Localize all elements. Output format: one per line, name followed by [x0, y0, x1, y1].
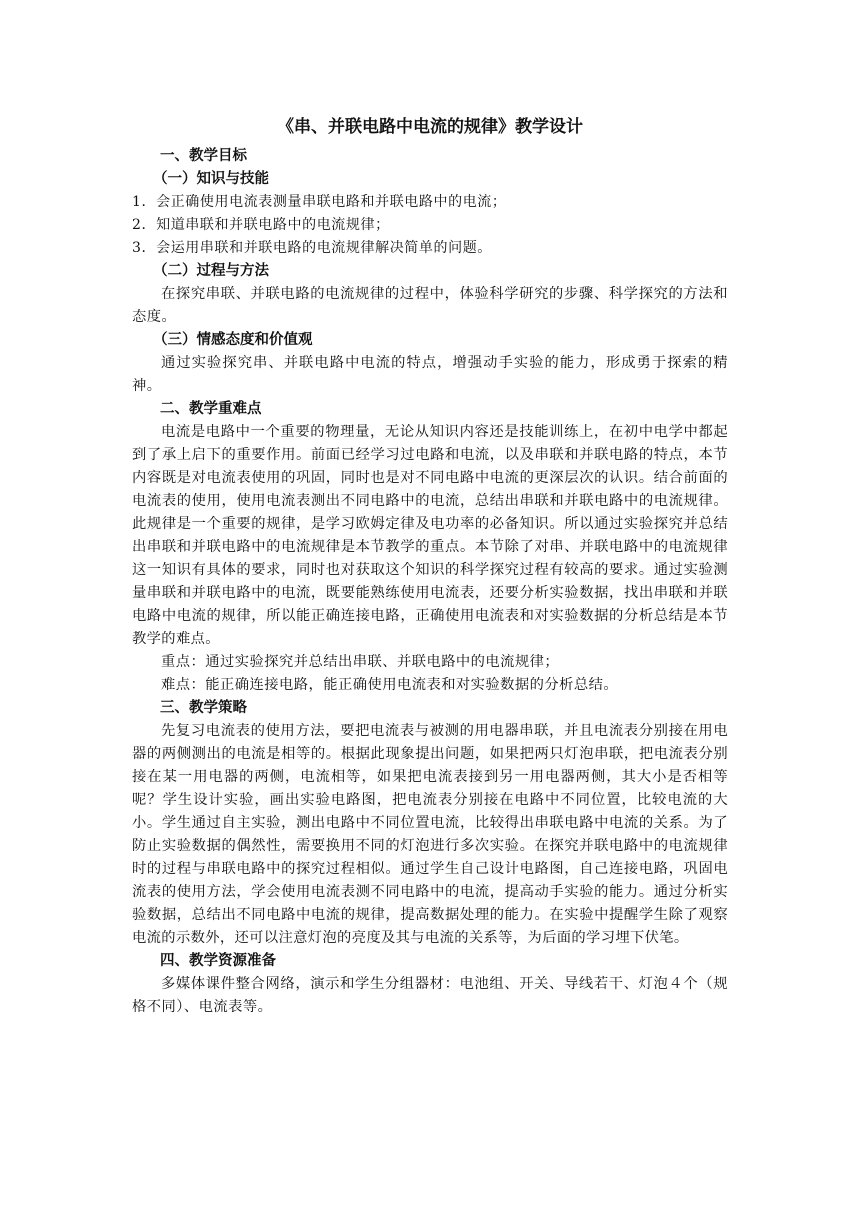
subheading-process-method: （二）过程与方法: [153, 263, 269, 279]
section-heading-strategy: 三、教学策略: [160, 700, 247, 716]
paragraph-key-point: 重点：通过实验探究并总结出串联、并联电路中的电流规律；: [161, 654, 560, 670]
list-item: 2．知道串联和并联电路中的电流规律；: [132, 217, 390, 233]
paragraph-strategy: 先复习电流表的使用方法，要把电流表与被测的用电器串联，并且电流表分别接在用电器的两侧测出的电流是相等的。根据此现象提出问题，如果把两只灯泡串联，把电流表分别接在某一用电器的两侧，电流相等，如果把电流表接到另一用电器两侧，其大小是否相等呢？学生设计实验，画出实验电路图，把电流表分别接在电路中不同位置，比较电流的大小。学生通过自主实验，测出电路中不同位置电流，比较得出串联电路中电流的关系。为了防止实验数据的偶然性，需要换用不同的灯泡进行多次实验。在探究并联电路中的电流规律时的过程与串联电路中的探究过程相似。通过学生自己设计电路图，自己连接电路，巩固电流表的使用方法，学会使用电流表测不同电路中的电流，提高动手实验的能力。通过分析实验数据，总结出不同电路中电流的规律，提高数据处理的能力。在实验中提醒学生除了观察电流的示数外，还可以注意灯泡的亮度及其与电流的关系等，为后面的学习埋下伏笔。: [132, 723, 728, 946]
paragraph-difficulty: 难点：能正确连接电路，能正确使用电流表和对实验数据的分析总结。: [161, 677, 619, 693]
subheading-attitude-values: （三）情感态度和价值观: [153, 332, 313, 348]
paragraph-attitude-values: 通过实验探究串、并联电路中电流的特点，增强动手实验的能力，形成勇于探索的精神。: [132, 355, 728, 394]
subheading-knowledge-skills: （一）知识与技能: [153, 171, 269, 187]
list-item: 3．会运用串联和并联电路的电流规律解决简单的问题。: [132, 240, 492, 256]
paragraph-key-points: 电流是电路中一个重要的物理量，无论从知识内容还是技能训练上，在初中电学中都起到了承上启下的重要作用。前面已经学习过电路和电流，以及串联和并联电路的特点，本节内容既是对电流表使用的巩固，同时也是对不同电路中电流的更深层次的认识。结合前面的电流表的使用，使用电流表测出不同电路中的电流，总结出串联和并联电路中的电流规律。此规律是一个重要的规律，是学习欧姆定律及电功率的必备知识。所以通过实验探究并总结出串联和并联电路中的电流规律是本节教学的重点。本节除了对串、并联电路中的电流规律这一知识有具体的要求，同时也对获取这个知识的科学探究过程有较高的要求。通过实验测量串联和并联电路中的电流，既要能熟练使用电流表，还要分析实验数据，找出串联和并联电路中电流的规律，所以能正确连接电路，正确使用电流表和对实验数据的分析总结是本节教学的难点。: [132, 424, 728, 647]
section-heading-resources: 四、教学资源准备: [160, 953, 276, 969]
document-page: [132, 113, 728, 1019]
paragraph-resources: 多媒体课件整合网络，演示和学生分组器材：电池组、开关、导线若干、灯泡４个（规格不同）、电流表等。: [132, 976, 728, 1015]
paragraph-process-method: 在探究串联、并联电路的电流规律的过程中，体验科学研究的步骤、科学探究的方法和态度。: [132, 286, 728, 325]
document-title: 《串、并联电路中电流的规律》教学设计: [277, 117, 583, 137]
section-heading-key-points: 二、教学重难点: [160, 401, 262, 417]
section-heading-teaching-goals: 一、教学目标: [160, 148, 247, 164]
list-item: 1．会正确使用电流表测量串联电路和并联电路中的电流；: [132, 194, 507, 210]
